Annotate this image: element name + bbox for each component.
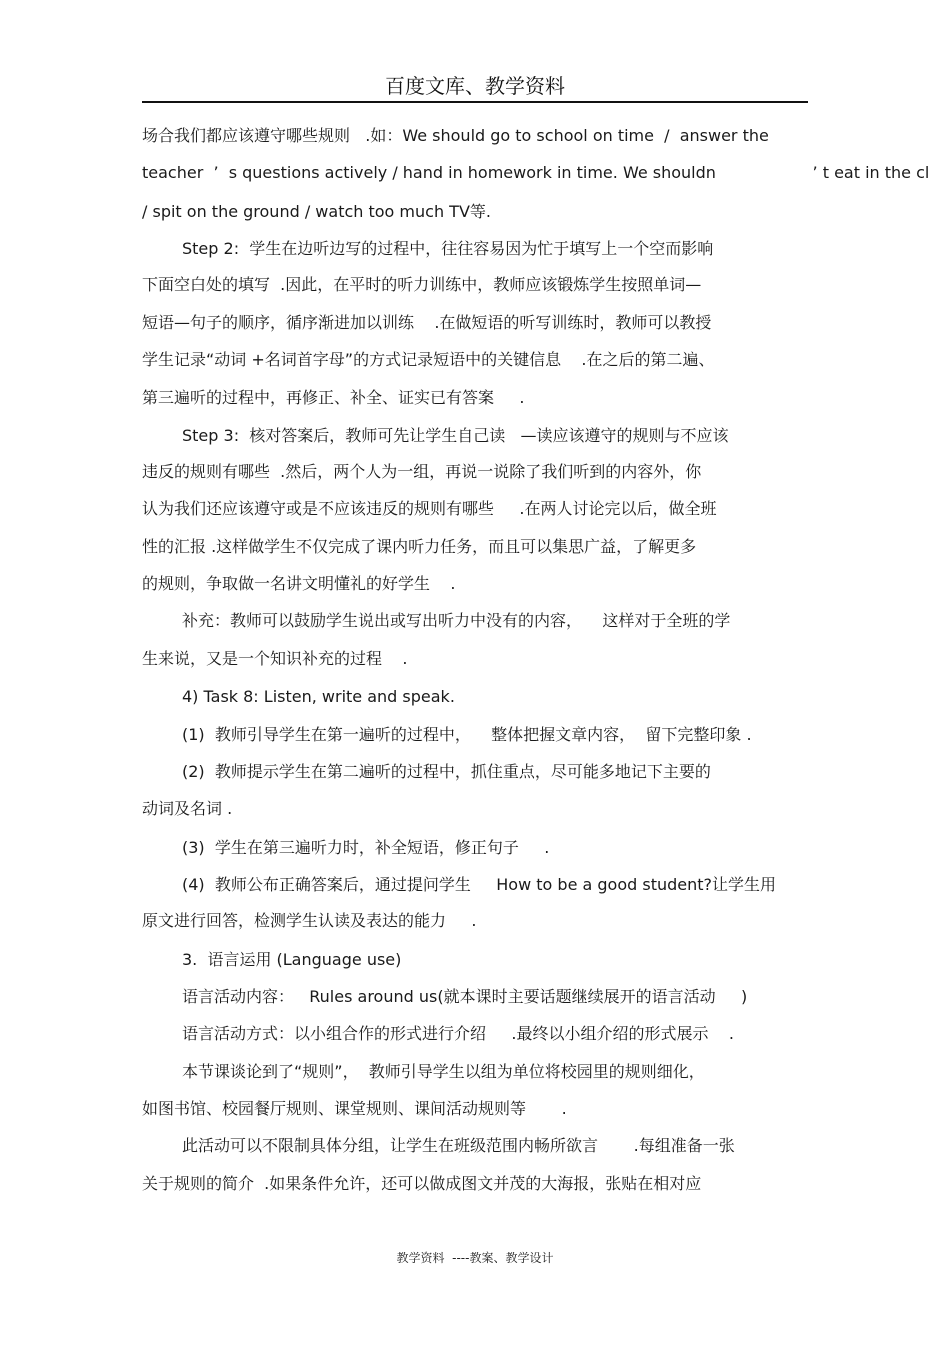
body-line: 短语—句子的顺序，循序渐进加以训练 .在做短语的听写训练时，教师可以教授 bbox=[142, 313, 712, 332]
body-line: 如图书馆、校园餐厅规则、课堂规则、课间活动规则等 . bbox=[142, 1099, 567, 1118]
body-line: / spit on the ground / watch too much TV等. bbox=[142, 202, 491, 221]
body-line: 原文进行回答，检测学生认读及表达的能力 . bbox=[142, 911, 477, 930]
body-line: 4) Task 8: Listen, write and speak. bbox=[182, 687, 455, 706]
body-line: 语言活动方式：以小组合作的形式进行介绍 .最终以小组介绍的形式展示 . bbox=[182, 1024, 734, 1043]
body-line: 动词及名词 . bbox=[142, 799, 233, 818]
body-line: 场合我们都应该遵守哪些规则 .如：We should go to school on time / answer the bbox=[142, 126, 769, 145]
body-line: (4) 教师公布正确答案后，通过提问学生 How to be a good student?让学生用 bbox=[182, 875, 777, 894]
header-divider bbox=[142, 101, 808, 103]
body-line: (2) 教师提示学生在第二遍听的过程中，抓住重点，尽可能多地记下主要的 bbox=[182, 762, 711, 781]
body-line: 此活动可以不限制具体分组，让学生在班级范围内畅所欲言 .每组准备一张 bbox=[182, 1136, 735, 1155]
body-line: (3) 学生在第三遍听力时，补全短语，修正句子 . bbox=[182, 838, 550, 857]
body-line: 认为我们还应该遵守或是不应该违反的规则有哪些 .在两人讨论完以后，做全班 bbox=[142, 499, 717, 518]
body-line: 违反的规则有哪些 .然后，两个人为一组，再说一说除了我们听到的内容外，你 bbox=[142, 462, 702, 481]
body-line: 性的汇报 .这样做学生不仅完成了课内听力任务，而且可以集思广益，了解更多 bbox=[142, 537, 697, 556]
body-line: 学生记录“动词 +名词首字母”的方式记录短语中的关键信息 .在之后的第二遍、 bbox=[142, 350, 715, 369]
body-line: 第三遍听的过程中，再修正、补全、证实已有答案 . bbox=[142, 388, 525, 407]
body-line: 补充：教师可以鼓励学生说出或写出听力中没有的内容， 这样对于全班的学 bbox=[182, 611, 731, 630]
body-line: Step 3: 核对答案后，教师可先让学生自己读 —读应该遵守的规则与不应该 bbox=[182, 426, 729, 445]
body-line: 下面空白处的填写 .因此，在平时的听力训练中，教师应该锻炼学生按照单词— bbox=[142, 275, 702, 294]
body-line: (1) 教师引导学生在第一遍听的过程中， 整体把握文章内容， 留下完整印象 . bbox=[182, 725, 752, 744]
body-line: teacher ’ s questions actively / hand in homework in time. We shouldn ’ t eat in the cl bbox=[142, 163, 930, 182]
body-line: 本节课谈论到了“规则”， 教师引导学生以组为单位将校园里的规则细化， bbox=[182, 1062, 705, 1081]
page-footer: 教学资料 ----教案、教学设计 bbox=[396, 1251, 554, 1265]
page-header-title: 百度文库、教学资料 bbox=[385, 74, 565, 98]
body-line: 生来说，又是一个知识补充的过程 . bbox=[142, 649, 408, 668]
section-heading: 3. 语言运用 (Language use) bbox=[182, 950, 402, 969]
body-line: 的规则，争取做一名讲文明懂礼的好学生 . bbox=[142, 574, 456, 593]
body-line: Step 2: 学生在边听边写的过程中，往往容易因为忙于填写上一个空而影响 bbox=[182, 239, 714, 258]
body-line: 关于规则的简介 .如果条件允许，还可以做成图文并茂的大海报，张贴在相对应 bbox=[142, 1174, 702, 1193]
body-line: 语言活动内容： Rules around us(就本课时主要话题继续展开的语言活动 ) bbox=[182, 987, 748, 1006]
